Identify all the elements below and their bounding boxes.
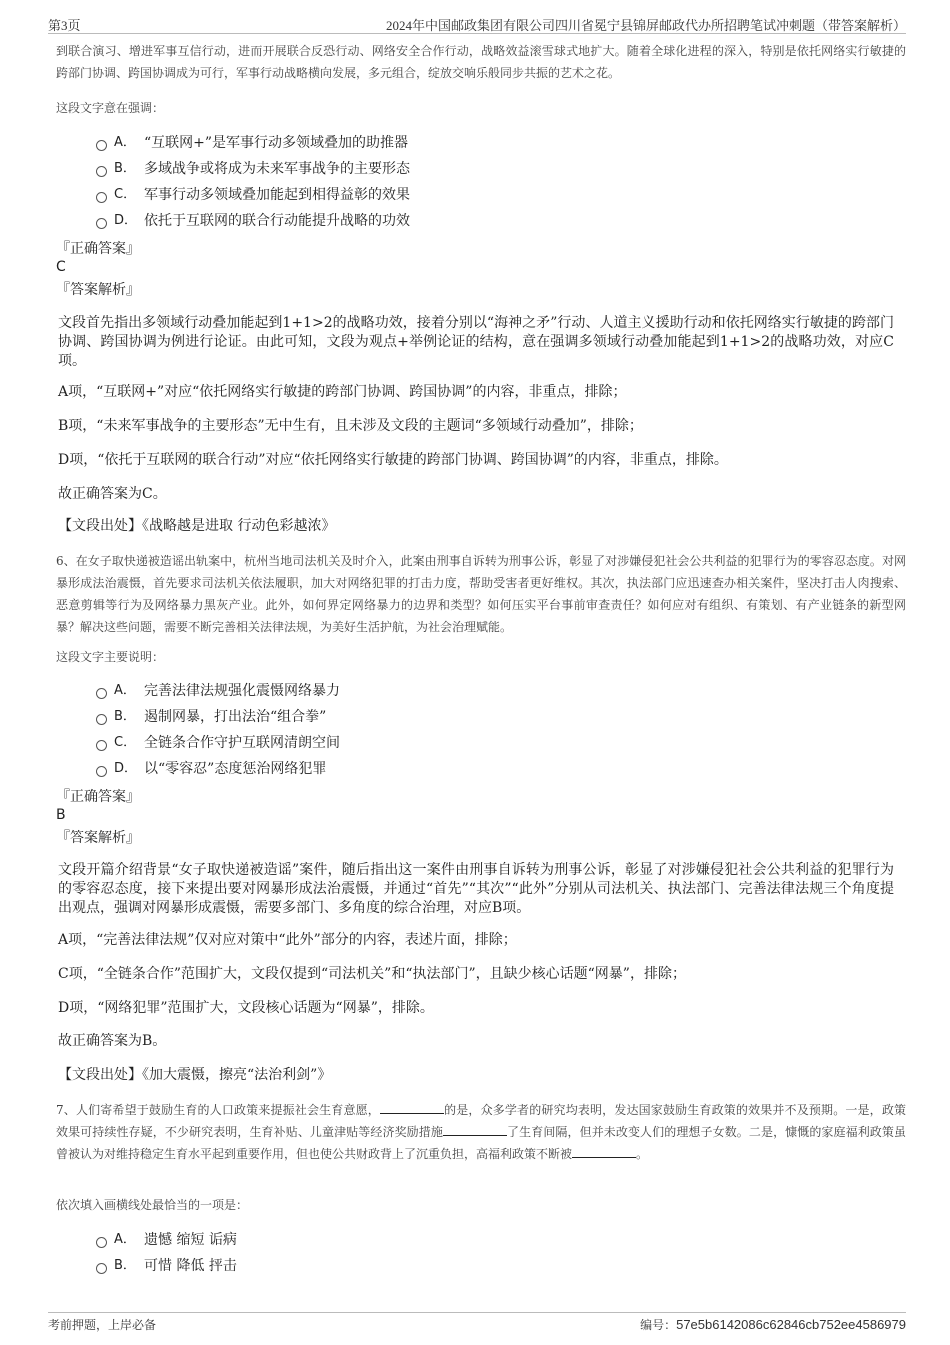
q6-passage: 6、在女子取快递被造谣出轨案中，杭州当地司法机关及时介入，此案由刑事自诉转为刑事公诉，彰显了对涉嫌侵犯社会公共利益的犯罪行为的零容忍态度。对网暴形成法治震慑，首先要求司法机关依法履职，加大对网络犯罪的打击力度，帮助受害者更好维权。其次，执法部门应迅速查办相关案件，坚决打击人肉搜索、恶意剪辑等行为及网络暴力黑灰产业。此外，如何界定网络暴力的边界和类型？如何压实平台事前审查责任？如何应对有组织、有策划、有产业链条的新型网暴？解决这些问题，需要不断完善相关法律法规，为美好生活护航，为社会治理赋能。: [56, 554, 906, 634]
radio-icon[interactable]: [96, 688, 107, 699]
q6-option-a[interactable]: A． 完善法律法规强化震慑网络暴力: [96, 680, 340, 702]
q6-analysis-label: 『答案解析』: [56, 830, 140, 846]
q7-passage: 7、人们寄希望于鼓励生育的人口政策来提振社会生育意愿， 的是，众多学者的研究均表明，发达国家鼓励生育政策的效果并不及预期。一是，政策效果可持续性存疑，不少研究表明，生育补贴、儿童津贴等经济奖励措施 了生育间隔，但并未改变人们的理想子女数。二是，慷慨的家庭福利政策虽曾被认为对维持稳定生育水平起到重要作用，但也使公共财政背上了沉重负担，高福利政策不断被 。: [56, 1103, 906, 1161]
radio-icon[interactable]: [96, 740, 107, 751]
q6-option-b[interactable]: B． 遏制网暴，打出法治“组合拳”: [96, 706, 326, 728]
q6-analysis: 文段开篇介绍背景“女子取快递被造谣”案件，随后指出这一案件由刑事自诉转为刑事公诉，彰显了对涉嫌侵犯社会公共利益的犯罪行为的零容忍态度，接下来提出要对网暴形成法治震慑，并通过“首先”“其次”“此外”分别从司法机关、执法部门、完善法律法规三个角度提出观点，强调对网暴形成震慑，需要多部门、多角度的综合治理，对应B项。: [58, 862, 894, 916]
q5-answer-label: 『正确答案』: [56, 241, 140, 257]
blank-2: [443, 1123, 507, 1136]
q5-passage: 到联合演习、增进军事互信行动，进而开展联合反恐行动、网络安全合作行动，战略效益滚雪球式地扩大。随着全球化进程的深入，特别是依托网络实行敏捷的跨部门协调、跨国协调成为可行，军事行动战略横向发展，多元组合，绽放交响乐般同步共振的艺术之花。: [56, 44, 906, 80]
q6-question: 这段文字主要说明：: [56, 650, 165, 664]
q6-answer-label: 『正确答案』: [56, 789, 140, 805]
page-footer: [48, 1312, 906, 1333]
blank-1: [380, 1101, 444, 1114]
footer-slogan: 考前押题，上岸必备: [48, 1318, 157, 1332]
q5-option-b[interactable]: B． 多域战争或将成为未来军事战争的主要形态: [96, 158, 410, 180]
q5-option-c[interactable]: C． 军事行动多领域叠加能起到相得益彰的效果: [96, 184, 410, 206]
q5-answer: C: [56, 259, 66, 275]
q5-question: 这段文字意在强调：: [56, 101, 165, 115]
radio-icon[interactable]: [96, 766, 107, 777]
q6-source: 【文段出处】《加大震慑，擦亮“法治利剑”》: [58, 1067, 332, 1083]
q6-answer: B: [56, 807, 66, 823]
q6-note-a: A项，“完善法律法规”仅对应对策中“此外”部分的内容，表述片面，排除；: [58, 932, 517, 948]
q6-option-d[interactable]: D． 以“零容忍”态度惩治网络犯罪: [96, 758, 326, 780]
blank-3: [572, 1145, 636, 1158]
q5-note-a: A项，“互联网+”对应“依托网络实行敏捷的跨部门协调、跨国协调”的内容，非重点，排除；: [58, 384, 627, 400]
q7-option-a[interactable]: A． 遗憾 缩短 诟病: [96, 1229, 237, 1251]
q5-analysis-label: 『答案解析』: [56, 282, 140, 298]
q5-conclusion: 故正确答案为C。: [58, 486, 167, 502]
document-title: 2024年中国邮政集团有限公司四川省冕宁县锦屏邮政代办所招聘笔试冲刺题（带答案解析）: [385, 18, 906, 33]
q7-question: 依次填入画横线处最恰当的一项是：: [56, 1198, 249, 1212]
q5-note-b: B项，“未来军事战争的主要形态”无中生有，且未涉及文段的主题词“多领域行动叠加”，排除；: [58, 418, 643, 434]
page-number: 第3页: [48, 18, 81, 33]
radio-icon[interactable]: [96, 192, 107, 203]
q6-note-c: C项，“全链条合作”范围扩大，文段仅提到“司法机关”和“执法部门”，且缺少核心话题“网暴”，排除；: [58, 966, 686, 982]
q5-option-a[interactable]: A． “互联网+”是军事行动多领域叠加的助推器: [96, 132, 408, 154]
page-header: [48, 13, 906, 34]
q7-option-b[interactable]: B． 可惜 降低 抨击: [96, 1255, 237, 1277]
radio-icon[interactable]: [96, 166, 107, 177]
q5-note-d: D项，“依托于互联网的联合行动”对应“依托网络实行敏捷的跨部门协调、跨国协调”的内容，非重点，排除。: [58, 452, 728, 468]
q5-source: 【文段出处】《战略越是进取 行动色彩越浓》: [58, 518, 336, 534]
radio-icon[interactable]: [96, 218, 107, 229]
radio-icon[interactable]: [96, 140, 107, 151]
radio-icon[interactable]: [96, 1237, 107, 1248]
document-id: 编号：57e5b6142086c62846cb752ee4586979: [640, 1317, 906, 1332]
radio-icon[interactable]: [96, 1263, 107, 1274]
q6-note-d: D项，“网络犯罪”范围扩大，文段核心话题为“网暴”，排除。: [58, 1000, 434, 1016]
radio-icon[interactable]: [96, 714, 107, 725]
q5-analysis: 文段首先指出多领域行动叠加能起到1+1>2的战略功效，接着分别以“海神之矛”行动、人道主义援助行动和依托网络实行敏捷的跨部门协调、跨国协调为例进行论证。由此可知，文段为观点+举例论证的结构，意在强调多领域行动叠加能起到1+1>2的战略功效，对应C项。: [58, 315, 894, 369]
q6-conclusion: 故正确答案为B。: [58, 1033, 167, 1049]
q5-option-d[interactable]: D． 依托于互联网的联合行动能提升战略的功效: [96, 210, 410, 232]
q6-option-c[interactable]: C． 全链条合作守护互联网清朗空间: [96, 732, 340, 754]
